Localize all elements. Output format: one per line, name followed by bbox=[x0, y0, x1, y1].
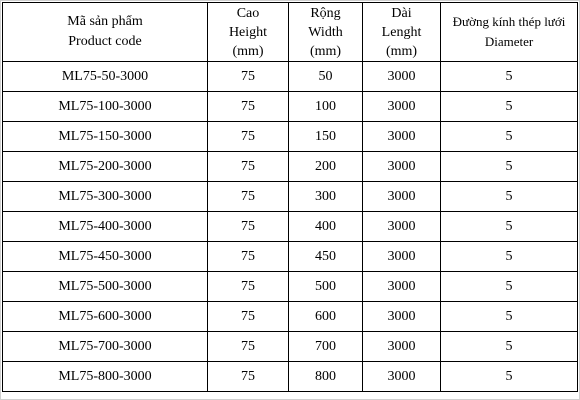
product-spec-table bbox=[2, 2, 578, 392]
cell-diameter: 5 bbox=[441, 92, 578, 122]
cell-product-code: ML75-800-3000 bbox=[3, 362, 208, 392]
cell-length: 3000 bbox=[363, 212, 441, 242]
cell-length: 3000 bbox=[363, 272, 441, 302]
cell-height: 75 bbox=[208, 242, 289, 272]
cell-height: 75 bbox=[208, 332, 289, 362]
cell-height: 75 bbox=[208, 152, 289, 182]
table-header bbox=[3, 3, 578, 62]
cell-product-code: ML75-700-3000 bbox=[3, 332, 208, 362]
cell-product-code: ML75-200-3000 bbox=[3, 152, 208, 182]
cell-height: 75 bbox=[208, 62, 289, 92]
cell-diameter: 5 bbox=[441, 182, 578, 212]
cell-height: 75 bbox=[208, 302, 289, 332]
cell-product-code: ML75-500-3000 bbox=[3, 272, 208, 302]
cell-product-code: ML75-400-3000 bbox=[3, 212, 208, 242]
header-width-en: Width bbox=[308, 24, 343, 40]
header-row bbox=[3, 3, 578, 62]
cell-diameter: 5 bbox=[441, 302, 578, 332]
header-product-code bbox=[3, 3, 208, 62]
header-height-en: Height bbox=[228, 24, 268, 40]
cell-diameter: 5 bbox=[441, 62, 578, 92]
cell-product-code: ML75-450-3000 bbox=[3, 242, 208, 272]
table-row bbox=[3, 182, 578, 212]
header-diameter bbox=[441, 3, 578, 62]
table-row bbox=[3, 242, 578, 272]
header-product-code-en: Product code bbox=[68, 34, 142, 49]
cell-length: 3000 bbox=[363, 182, 441, 212]
table-row bbox=[3, 122, 578, 152]
cell-length: 3000 bbox=[363, 152, 441, 182]
table-row bbox=[3, 212, 578, 242]
header-length-en: Lenght bbox=[381, 24, 422, 40]
header-diameter-en: Diameter bbox=[484, 34, 534, 49]
cell-width: 200 bbox=[289, 152, 363, 182]
header-height-unit: (mm) bbox=[232, 43, 264, 59]
cell-height: 75 bbox=[208, 212, 289, 242]
cell-product-code: ML75-50-3000 bbox=[3, 62, 208, 92]
cell-height: 75 bbox=[208, 182, 289, 212]
cell-height: 75 bbox=[208, 92, 289, 122]
cell-width: 150 bbox=[289, 122, 363, 152]
cell-height: 75 bbox=[208, 272, 289, 302]
cell-product-code: ML75-300-3000 bbox=[3, 182, 208, 212]
table-body bbox=[3, 62, 578, 392]
cell-diameter: 5 bbox=[441, 242, 578, 272]
header-length bbox=[363, 3, 441, 62]
cell-width: 300 bbox=[289, 182, 363, 212]
cell-length: 3000 bbox=[363, 242, 441, 272]
header-diameter-vi: Đường kính thép lưới bbox=[452, 14, 566, 29]
cell-height: 75 bbox=[208, 122, 289, 152]
cell-width: 500 bbox=[289, 272, 363, 302]
cell-length: 3000 bbox=[363, 122, 441, 152]
table-row bbox=[3, 302, 578, 332]
cell-product-code: ML75-100-3000 bbox=[3, 92, 208, 122]
table-row bbox=[3, 332, 578, 362]
cell-length: 3000 bbox=[363, 92, 441, 122]
header-length-unit: (mm) bbox=[385, 43, 418, 59]
cell-diameter: 5 bbox=[441, 332, 578, 362]
cell-width: 700 bbox=[289, 332, 363, 362]
table-row bbox=[3, 92, 578, 122]
header-width-vi: Rộng bbox=[310, 5, 341, 21]
cell-width: 50 bbox=[289, 62, 363, 92]
header-height-vi: Cao bbox=[236, 5, 260, 21]
cell-length: 3000 bbox=[363, 62, 441, 92]
cell-diameter: 5 bbox=[441, 122, 578, 152]
cell-width: 400 bbox=[289, 212, 363, 242]
table-row bbox=[3, 62, 578, 92]
cell-width: 800 bbox=[289, 362, 363, 392]
table-row bbox=[3, 362, 578, 392]
cell-length: 3000 bbox=[363, 302, 441, 332]
cell-length: 3000 bbox=[363, 332, 441, 362]
cell-diameter: 5 bbox=[441, 272, 578, 302]
cell-product-code: ML75-600-3000 bbox=[3, 302, 208, 332]
header-length-vi: Dài bbox=[391, 5, 412, 21]
header-width bbox=[289, 3, 363, 62]
cell-product-code: ML75-150-3000 bbox=[3, 122, 208, 152]
cell-length: 3000 bbox=[363, 362, 441, 392]
table-row bbox=[3, 152, 578, 182]
header-width-unit: (mm) bbox=[309, 43, 342, 59]
cell-width: 100 bbox=[289, 92, 363, 122]
header-height bbox=[208, 3, 289, 62]
cell-height: 75 bbox=[208, 362, 289, 392]
table-row bbox=[3, 272, 578, 302]
header-product-code-vi: Mã sản phẩm bbox=[67, 14, 143, 29]
cell-diameter: 5 bbox=[441, 152, 578, 182]
cell-diameter: 5 bbox=[441, 362, 578, 392]
cell-diameter: 5 bbox=[441, 212, 578, 242]
cell-width: 450 bbox=[289, 242, 363, 272]
cell-width: 600 bbox=[289, 302, 363, 332]
